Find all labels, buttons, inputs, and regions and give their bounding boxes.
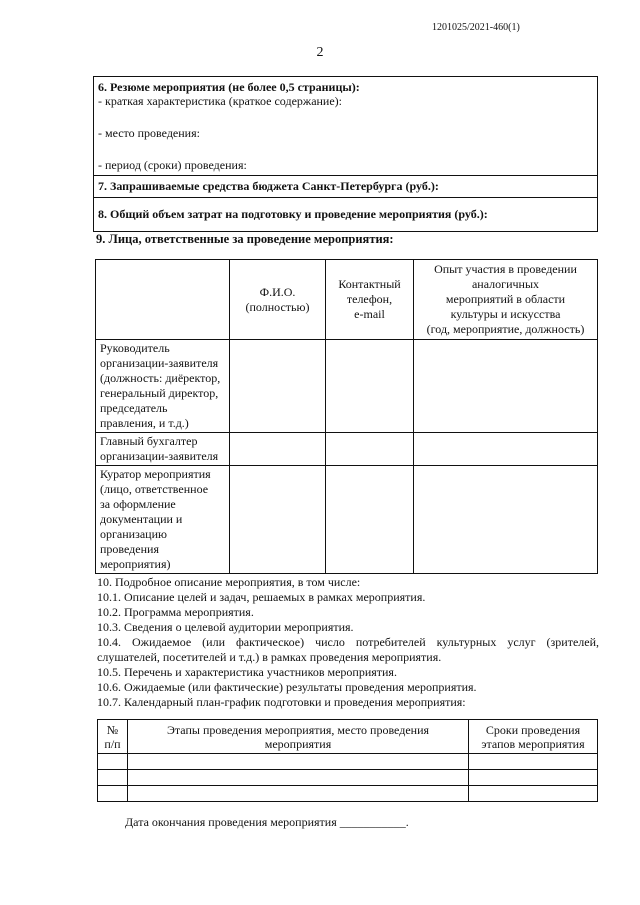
header-cell-empty — [96, 260, 230, 340]
section-6-item: - период (сроки) проведения: — [98, 158, 247, 172]
header-cell-experience — [414, 260, 598, 340]
page-number: 2 — [316, 45, 324, 60]
cell-fio[interactable] — [230, 340, 326, 433]
header-line: этапов мероприятия — [481, 736, 585, 751]
list-item: 10.4. Ожидаемое (или фактическое) число потребителей культурных услуг (зрителей, слушателей, посетителей и т.д.) в рамках проведения мероприятия. — [97, 635, 599, 664]
section-8-title: 8. Общий объем затрат на подготовку и проведение мероприятия (руб.): — [94, 197, 597, 231]
row-label-line: организацию — [100, 527, 167, 541]
header-line: п/п — [104, 736, 121, 751]
row-label-line: организации-заявителя — [100, 449, 219, 463]
table-row — [96, 433, 598, 466]
document-id: 1201025/2021-460(1) — [432, 22, 520, 33]
row-label-line: документации и — [100, 512, 183, 526]
cell-experience[interactable] — [414, 466, 598, 574]
header-line: Контактный — [338, 277, 401, 291]
list-item: 10.5. Перечень и характеристика участников мероприятия. — [97, 665, 397, 679]
row-label-line: (должность: диёректор, — [100, 371, 221, 385]
table-header-row — [98, 720, 598, 754]
header-cell-dates — [469, 720, 598, 754]
cell[interactable] — [98, 754, 128, 770]
section-6-item: - место проведения: — [98, 126, 200, 140]
cell[interactable] — [98, 770, 128, 786]
row-label-curator — [96, 466, 230, 574]
row-label-line: проведения — [100, 542, 159, 556]
cell-contact[interactable] — [326, 433, 414, 466]
end-date-line: Дата окончания проведения мероприятия ___________. — [125, 815, 409, 829]
header-line: Этапы проведения мероприятия, место проведения — [166, 722, 430, 737]
cell-contact[interactable] — [326, 466, 414, 574]
table-header-row — [96, 260, 598, 340]
header-line: № — [106, 722, 119, 737]
section-6-title: 6. Резюме мероприятия (не более 0,5 страницы): — [98, 80, 360, 94]
row-label-line: мероприятия) — [100, 557, 171, 571]
header-line: мероприятия — [264, 736, 332, 751]
table-row — [96, 340, 598, 433]
header-line: (полностью) — [245, 299, 310, 314]
header-line: телефон, — [346, 292, 393, 306]
cell[interactable] — [128, 770, 469, 786]
header-cell-number — [98, 720, 128, 754]
row-label-line: правления, и т.д.) — [100, 416, 189, 430]
event-plan-table — [97, 719, 598, 802]
header-line: (год, мероприятие, должность) — [426, 322, 585, 336]
cell[interactable] — [469, 786, 598, 802]
cell[interactable] — [469, 770, 598, 786]
section-6 — [94, 77, 597, 175]
row-label-line: генеральный директор, — [100, 386, 219, 400]
header-line: культуры и искусства — [450, 307, 561, 321]
section-6-item: - краткая характеристика (краткое содержание): — [98, 94, 343, 108]
header-line: мероприятий в области — [445, 292, 566, 306]
header-line: e-mail — [354, 307, 385, 321]
row-label-line: председатель — [100, 401, 168, 415]
section-9-title: 9. Лица, ответственные за проведение мероприятия: — [96, 232, 394, 246]
cell-experience[interactable] — [414, 433, 598, 466]
table-row — [96, 466, 598, 574]
row-label-line: Главный бухгалтер — [100, 434, 198, 448]
header-line: Ф.И.О. — [259, 284, 296, 299]
cell-experience[interactable] — [414, 340, 598, 433]
row-label-line: Куратор мероприятия — [100, 467, 211, 481]
list-item: 10.6. Ожидаемые (или фактические) результаты проведения мероприятия. — [97, 680, 477, 694]
row-label-accountant — [96, 433, 230, 466]
table-row — [98, 770, 598, 786]
cell-fio[interactable] — [230, 466, 326, 574]
header-cell-stages — [128, 720, 469, 754]
cell-fio[interactable] — [230, 433, 326, 466]
responsible-persons-table — [95, 259, 598, 574]
row-label-line: за оформление — [100, 497, 176, 511]
row-label-line: Руководитель — [100, 341, 170, 355]
cell[interactable] — [469, 754, 598, 770]
section-10-list — [97, 575, 599, 710]
section-7-title: 7. Запрашиваемые средства бюджета Санкт-Петербурга (руб.): — [94, 175, 597, 197]
row-label-line: организации-заявителя — [100, 356, 219, 370]
header-line: Опыт участия в проведении — [434, 262, 577, 276]
row-label-line: (лицо, ответственное — [100, 482, 209, 496]
header-cell-contact — [326, 260, 414, 340]
list-item: 10.7. Календарный план-график подготовки и проведения мероприятия: — [97, 695, 466, 709]
cell[interactable] — [98, 786, 128, 802]
row-label-director — [96, 340, 230, 433]
table-row — [98, 754, 598, 770]
header-line: аналогичных — [471, 277, 540, 291]
cell-contact[interactable] — [326, 340, 414, 433]
table-row — [98, 786, 598, 802]
list-item: 10.3. Сведения о целевой аудитории мероприятия. — [97, 620, 354, 634]
header-cell-fio — [230, 260, 326, 340]
cell[interactable] — [128, 754, 469, 770]
list-item: 10.2. Программа мероприятия. — [97, 605, 254, 619]
list-item: 10. Подробное описание мероприятия, в том числе: — [97, 575, 361, 589]
list-item: 10.1. Описание целей и задач, решаемых в рамках мероприятия. — [97, 590, 426, 604]
summary-box — [93, 76, 598, 232]
cell[interactable] — [128, 786, 469, 802]
header-line: Сроки проведения — [485, 722, 581, 737]
